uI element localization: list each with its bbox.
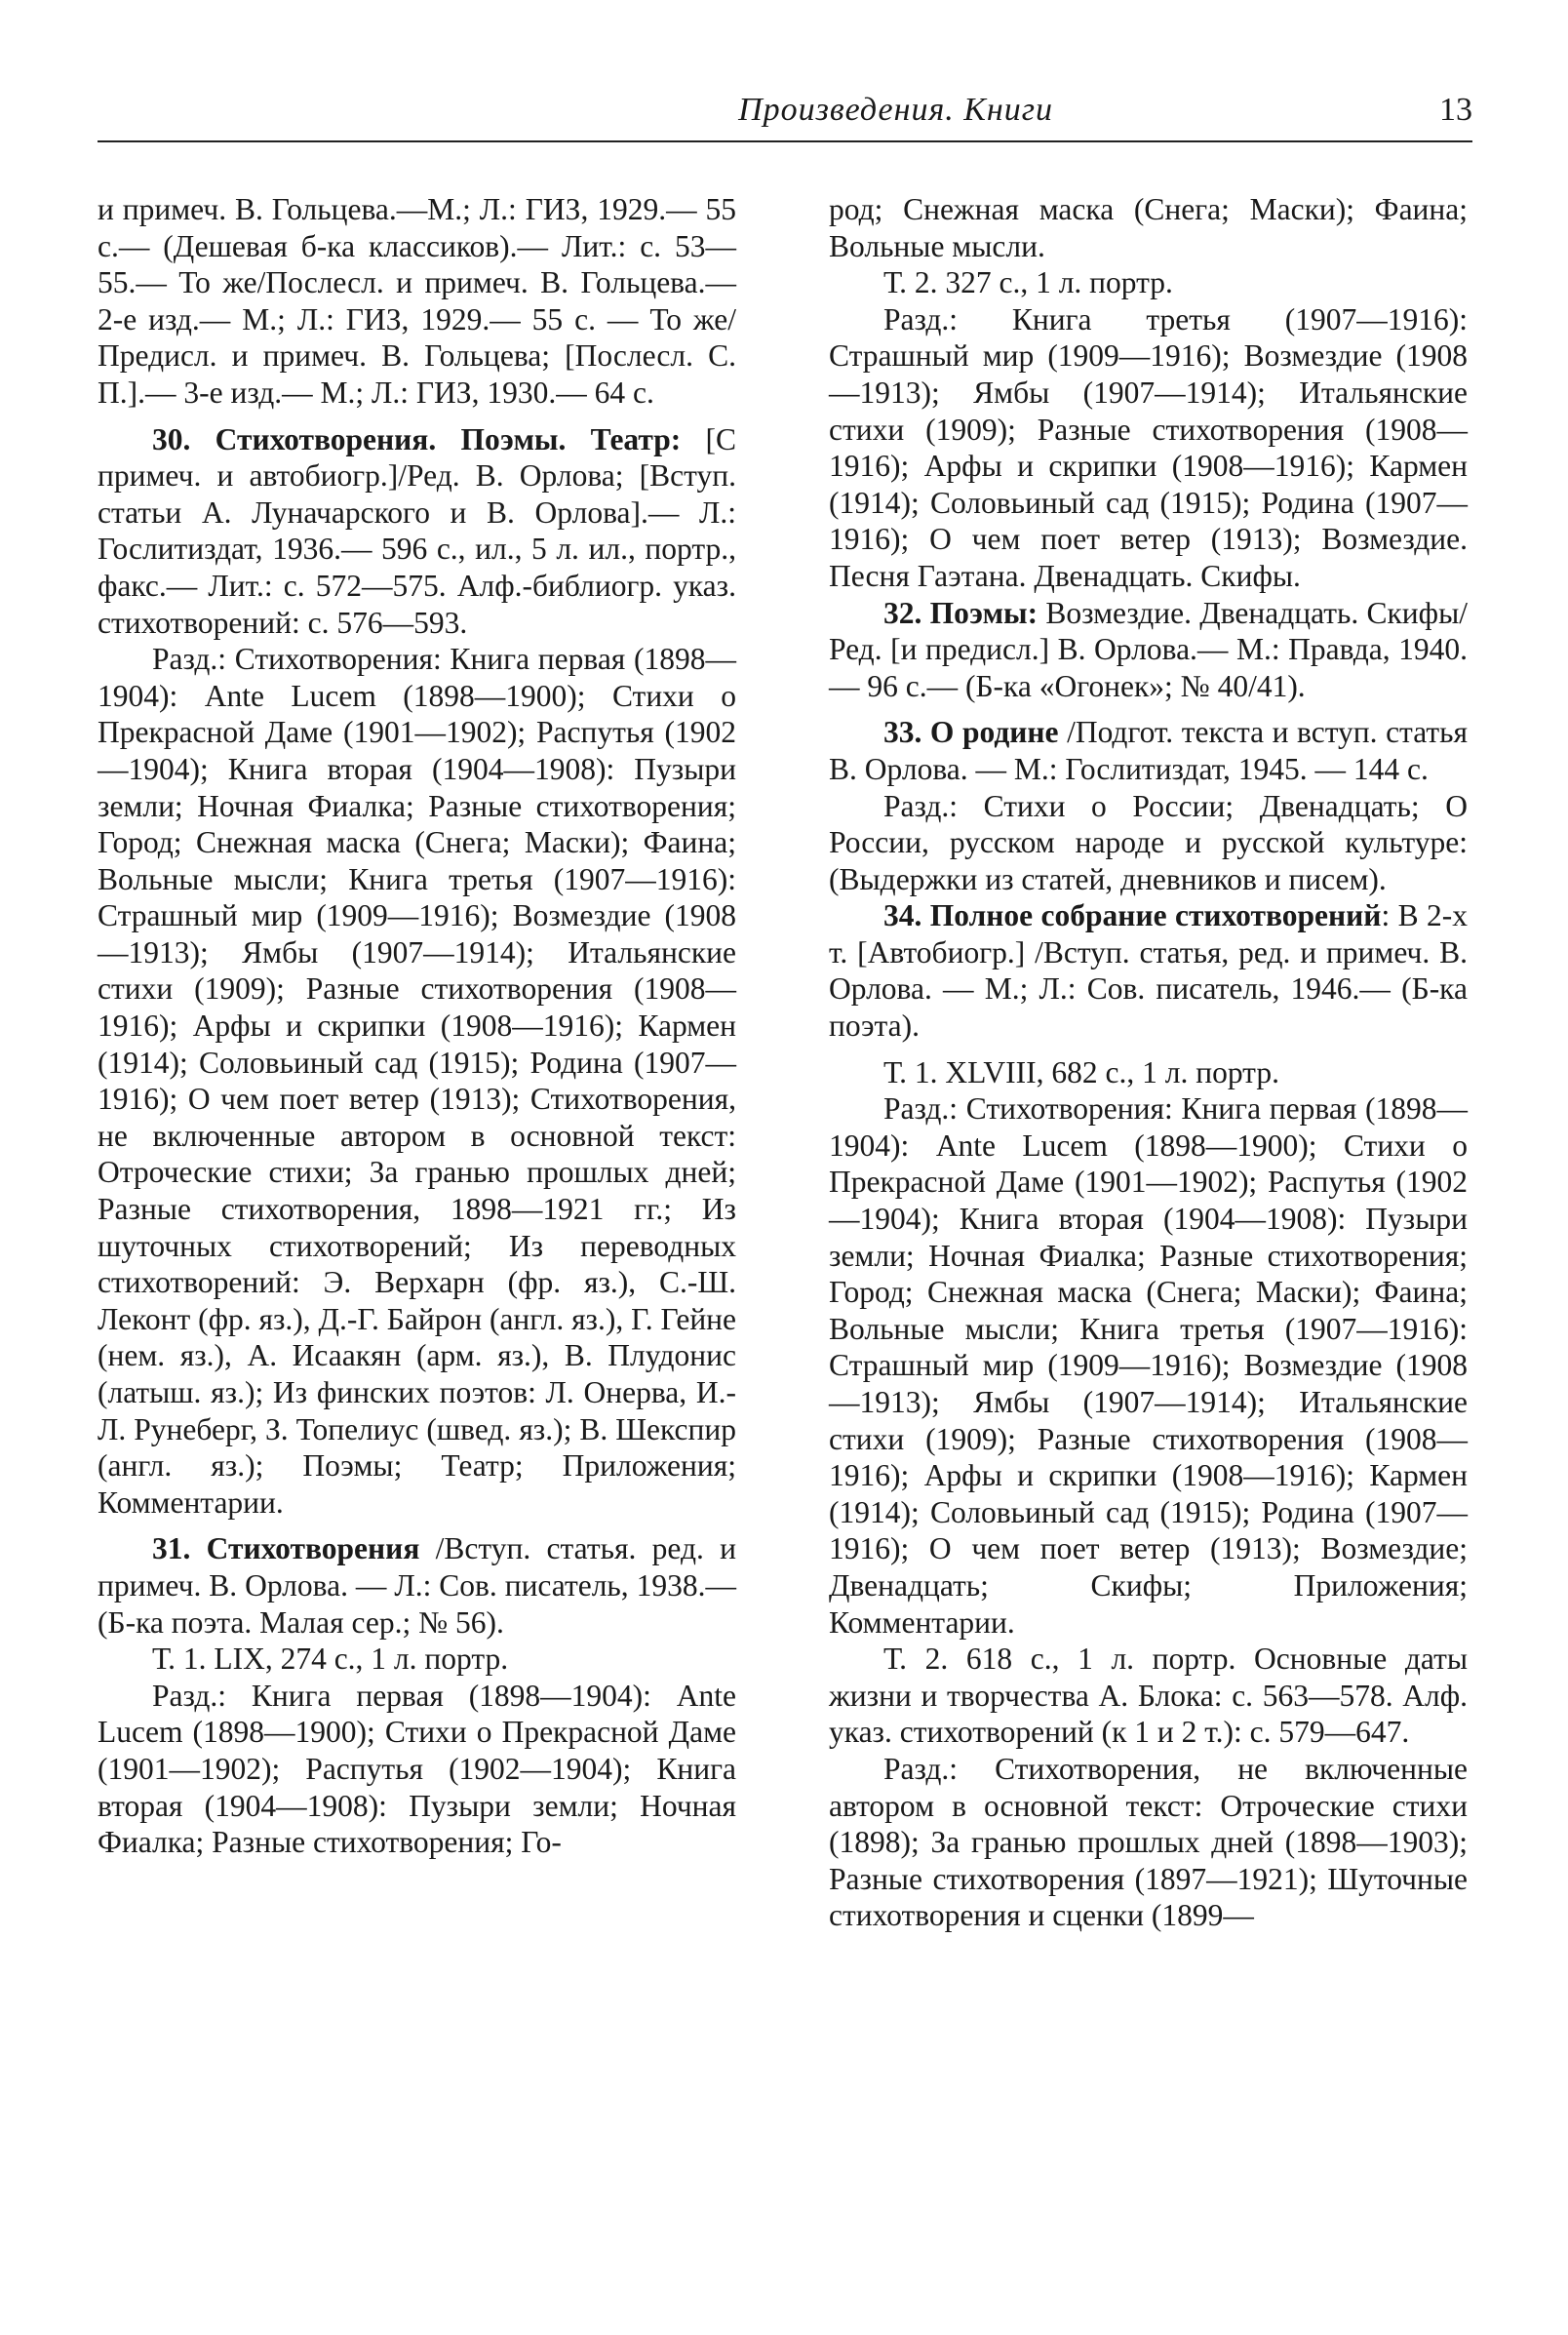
entry-31-contents-2: Разд.: Книга третья (1907—1916): Страшный мир (1909—1916); Возмездие (1908—1913); Ямбы (1907—1914); Итальянские стихи (1909); Разные стихотворения (1908—1916); Арфы и скрипки (1908—1916); Кармен (1914); Соловьиный сад (1915); Родина (1907—1916); О чем поет ветер (1913); Возмездие. Песня Гаэтана. Двенадцать. Скифы. xyxy=(829,301,1468,593)
entry-30-contents: Разд.: Стихотворения: Книга первая (1898—1904): Ante Lucem (1898—1900); Стихи о Прекрасной Даме (1901—1902); Распутья (1902—1904); Книга вторая (1904—1908): Пузыри земли; Ночная Фиалка; Разные стихотворения; Город; Снежная маска (Снега; Маски); Фаина; Вольные мысли; Книга третья (1907—1916): Страшный мир (1909—1916); Возмездие (1908—1913); Ямбы (1907—1914); Итальянские стихи (1909); Разные стихотворения (1908—1916); Арфы и скрипки (1908—1916); Кармен (1914); Соловьиный сад (1915); Родина (1907—1916); О чем поет ветер (1913); Стихотворения, не включенные автором в основной текст: Отроческие стихи; За гранью прошлых дней; Разные стихотворения, 1898—1921 гг.; Из шуточных стихотворений; Из переводных стихотворений: Э. Верхарн (фр. яз.), С.-Ш. Леконт (фр. яз.), Д.-Г. Байрон (англ. яз.), Г. Гейне (нем. яз.), А. Исаакян (арм. яз.), В. Плудонис (латыш. яз.); Из финских поэтов: Л. Онерва, И.-Л. Рунеберг, З. Топелиус (швед. яз.); В. Шекспир (англ. яз.); Поэмы; Театр; Приложения; Комментарии. xyxy=(98,642,737,1520)
entry-34-contents-2: Разд.: Стихотворения, не включенные автором в основной текст: Отроческие стихи (1898); За гранью прошлых дней (1898—1903); Разные стихотворения (1897—1921); Шуточные стихотворения и сценки (1899— xyxy=(829,1751,1468,1933)
entry-34-volume-2: Т. 2. 618 с., 1 л. портр. Основные даты жизни и творчества А. Блока: с. 563—578. Алф. указ. стихотворений (к 1 и 2 т.): с. 579—647. xyxy=(829,1642,1468,1750)
entry-33-description: /Подгот. текста и вступ. статья В. Орлова. — М.: Гослитиздат, 1945. — 144 с. xyxy=(829,715,1468,786)
entry-34 xyxy=(829,897,1468,1044)
entry-32 xyxy=(829,595,1468,705)
entry-34-heading: 34. Полное собрание стихотворений xyxy=(883,898,1382,933)
entry-31-volume-1: Т. 1. LIX, 274 с., 1 л. портр. xyxy=(152,1642,509,1677)
entry-32-heading: 32. Поэмы: xyxy=(883,595,1039,630)
entry-34-volume-1: Т. 1. XLVIII, 682 с., 1 л. портр. xyxy=(883,1054,1279,1089)
right-column xyxy=(829,191,1468,1934)
entry-34-contents-1: Разд.: Стихотворения: Книга первая (1898—1904): Ante Lucem (1898—1900); Стихи о Прекрасной Даме (1901—1902); Распутья (1902—1904); Книга вторая (1904—1908): Пузыри земли; Ночная Фиалка; Разные стихотворения; Город; Снежная маска (Снега; Маски); Фаина; Вольные мысли; Книга третья (1907—1916): Страшный мир (1909—1916); Возмездие (1908—1913); Ямбы (1907—1914); Итальянские стихи (1909); Разные стихотворения (1908—1916); Арфы и скрипки (1908—1916); Кармен (1914); Соловьиный сад (1915); Родина (1907—1916); О чем поет ветер (1913); Возмездие; Двенадцать; Скифы; Приложения; Комментарии. xyxy=(829,1091,1468,1640)
entry-33 xyxy=(829,714,1468,787)
entry-30-heading: 30. Стихотворения. Поэмы. Театр: xyxy=(152,421,682,456)
entry-31-description: /Вступ. статья. ред. и примеч. В. Орлова. — Л.: Сов. писатель, 1938.— (Б-ка поэта. Малая сер.; № 56). xyxy=(98,1531,736,1640)
running-head xyxy=(98,86,1472,142)
entry-31 xyxy=(98,1530,736,1641)
entry-31-contents-continued: род; Снежная маска (Снега; Маски); Фаина; Вольные мысли. xyxy=(829,192,1468,263)
entry-33-contents: Разд.: Стихи о России; Двенадцать; О России, русском народе и русской культуре: (Выдержки из статей, дневников и писем). xyxy=(829,788,1468,896)
running-title: Произведения. Книги xyxy=(738,92,1053,128)
entry-31-volume-2: Т. 2. 327 с., 1 л. портр. xyxy=(883,265,1173,300)
page-number: 13 xyxy=(1439,92,1472,128)
left-column xyxy=(98,191,736,1861)
entry-30-description: [С примеч. и автобиогр.]/Ред. В. Орлова; [Вступ. статьи А. Луначарского и В. Орлова].— Л.: Гослитиздат, 1936.— 596 с., ил., 5 л. ил., портр., факс.— Лит.: с. 572—575. Алф.-библиогр. указ. стихотворений: с. 576—593. xyxy=(98,421,736,640)
entry-34-description: : В 2-х т. [Автобиогр.] /Вступ. статья, ред. и примеч. В. Орлова. — М.; Л.: Сов. писатель, 1946.— (Б-ка поэта). xyxy=(829,898,1468,1044)
entry-32-description: Возмездие. Двенадцать. Скифы/Ред. [и предисл.] В. Орлова.— М.: Правда, 1940.— 96 с.— (Б-ка «Огонек»; № 40/41). xyxy=(829,595,1468,703)
continued-entry-29: и примеч. В. Гольцева.—М.; Л.: ГИЗ, 1929.— 55 с.— (Дешевая б-ка классиков).— Лит.: с. 53—55.— То же/Послесл. и примеч. В. Гольцева.— 2-е изд.— М.; Л.: ГИЗ, 1929.— 55 с. — То же/Предисл. и примеч. В. Гольцева; [Послесл. С. П.].— 3-е изд.— М.; Л.: ГИЗ, 1930.— 64 с. xyxy=(98,192,736,410)
entry-31-contents-1: Разд.: Книга первая (1898—1904): Ante Lucem (1898—1900); Стихи о Прекрасной Даме (1901—1902); Распутья (1902—1904); Книга вторая (1904—1908): Пузыри земли; Ночная Фиалка; Разные стихотворения; Го- xyxy=(98,1678,736,1860)
book-page xyxy=(98,86,1472,2290)
entry-33-heading: 33. О родине xyxy=(883,715,1059,750)
entry-30 xyxy=(98,421,736,642)
entry-31-heading: 31. Стихотворения xyxy=(152,1531,420,1566)
